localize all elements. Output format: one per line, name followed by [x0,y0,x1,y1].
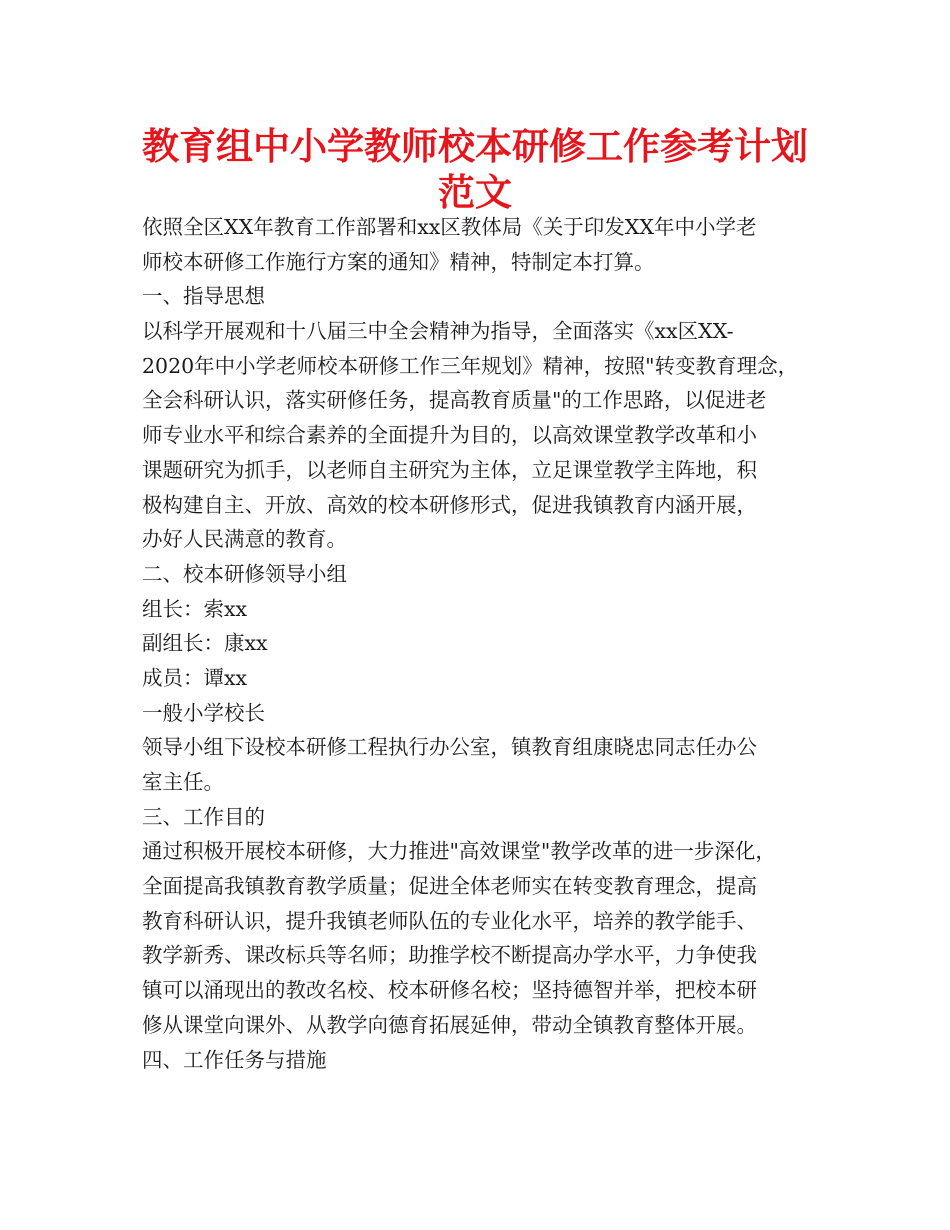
body-line: 教育科研认识，提升我镇老师队伍的专业化水平，培养的教学能手、 [142,908,757,933]
body-line: 镇可以涌现出的教改名校、校本研修名校；坚持德智并举，把校本研 [142,978,757,1003]
body-line: 师专业水平和综合素养的全面提升为目的，以高效课堂教学改革和小 [142,423,757,448]
body-line: 课题研究为抓手，以老师自主研究为主体，立足课堂教学主阵地，积 [142,457,757,482]
body-line: 极构建自主、开放、高效的校本研修形式，促进我镇教育内涵开展， [142,492,757,517]
section-heading-work-goals: 三、工作目的 [142,804,265,829]
body-line: 依照全区XX年教育工作部署和xx区教体局《关于印发XX年中小学老 [142,215,757,239]
document-title-line-1: 教育组中小学教师校本研修工作参考计划 [142,125,808,168]
document-body [142,210,832,1077]
body-line: 以科学开展观和十八届三中全会精神为指导，全面落实《xx区XX- [142,319,734,344]
group-leader: 组长：索xx [142,596,248,621]
document-title-line-2: 范文 [438,171,512,214]
body-line: 全会科研认识，落实研修任务，提高教育质量"的工作思路，以促进老 [142,388,767,413]
body-line: 通过积极开展校本研修，大力推进"高效课堂"教学改革的进一步深化， [142,839,776,864]
body-line: 师校本研修工作施行方案的通知》精神，特制定本打算。 [142,249,655,274]
group-members: 成员：谭xx [142,665,248,690]
section-heading-tasks-measures: 四、工作任务与措施 [142,1047,327,1072]
body-line: 室主任。 [142,770,224,794]
body-line: 领导小组下设校本研修工程执行办公室，镇教育组康晓忠同志任办公 [142,735,757,760]
section-heading-guiding-ideology: 一、指导思想 [142,284,265,309]
body-line: 教学新秀、课改标兵等名师；助推学校不断提高办学水平，力争使我 [142,943,757,968]
body-line: 2020年中小学老师校本研修工作三年规划》精神，按照"转变教育理念， [142,353,799,378]
deputy-group-leader: 副组长：康xx [142,631,268,656]
body-line: 一般小学校长 [142,700,265,725]
section-heading-leadership-group: 二、校本研修领导小组 [142,561,347,586]
body-line: 办好人民满意的教育。 [142,527,347,552]
body-line: 修从课堂向课外、从教学向德育拓展延伸，带动全镇教育整体开展。 [142,1012,757,1037]
body-line: 全面提高我镇教育教学质量；促进全体老师实在转变教育理念，提高 [142,874,757,899]
